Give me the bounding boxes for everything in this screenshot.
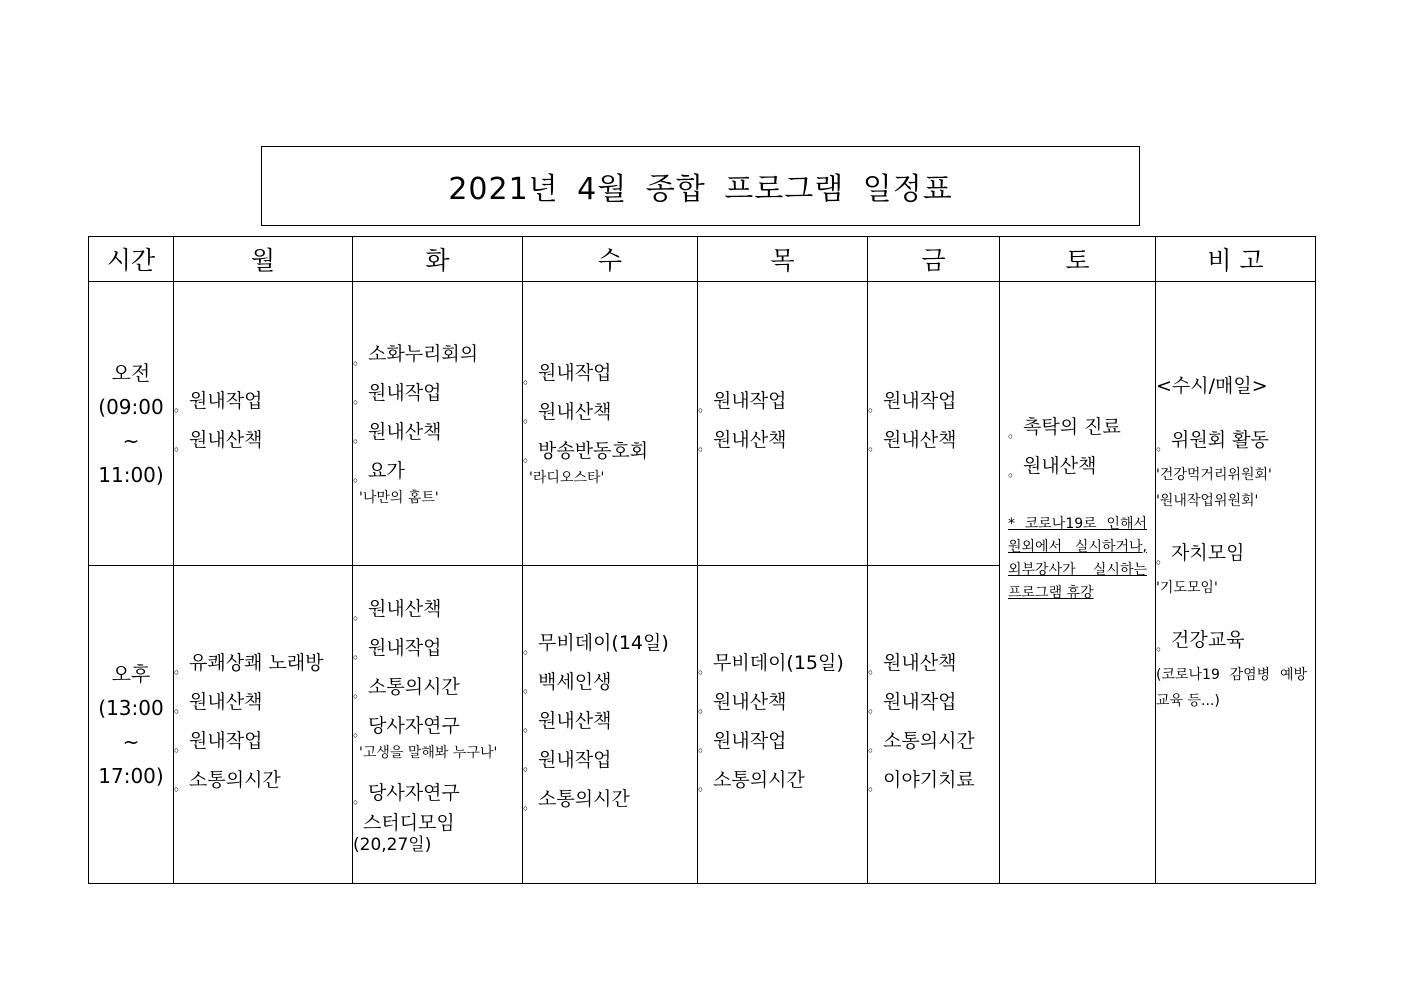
morning-tilde: ~ <box>122 428 140 453</box>
afternoon-fri-cell <box>868 566 1000 884</box>
schedule-table <box>88 236 1316 884</box>
list-item: 。 소화누리회의 <box>353 338 522 377</box>
morning-thu-cell <box>698 282 868 566</box>
page-title: 2021년 4월 종합 프로그램 일정표 <box>448 172 953 207</box>
morning-start: (09:00 <box>98 394 164 419</box>
afternoon-start: (13:00 <box>98 695 164 720</box>
header-time: 시간 <box>89 237 174 282</box>
afternoon-time-cell <box>89 566 174 884</box>
list-item: 。 원내작업 <box>868 686 999 725</box>
afternoon-wed-cell <box>523 566 698 884</box>
list-item: 。 원내작업 <box>174 725 352 764</box>
list-item: 。 원내작업 <box>523 357 697 396</box>
header-wed: 수 <box>523 237 698 282</box>
list-item-sub: '라디오스타' <box>529 470 605 486</box>
list-item: 。 소통의시간 <box>868 725 999 764</box>
list-item: 。 방송반동호회 <box>523 435 697 474</box>
list-item: 。 건강교육 <box>1156 625 1315 662</box>
list-item: 。 소통의시간 <box>698 764 867 803</box>
list-item: 。 원내산책 <box>174 424 352 463</box>
list-item: 。 원내산책 <box>868 647 999 686</box>
list-item: 。 원내산책 <box>523 396 697 435</box>
morning-mon-cell <box>174 282 353 566</box>
list-item-sub: '건강먹거리위원회' <box>1156 467 1272 483</box>
morning-wed-cell <box>523 282 698 566</box>
header-tue: 화 <box>353 237 523 282</box>
afternoon-tilde: ~ <box>122 729 140 754</box>
list-item: 。 원내산책 <box>1008 450 1155 489</box>
morning-label: 오전 <box>111 360 151 385</box>
list-item: 。 촉탁의 진료 <box>1008 411 1155 450</box>
list-item: 。 백세인생 <box>523 666 697 705</box>
list-item-sub: (코로나19 감염병 예방교육 등...) <box>1156 667 1307 709</box>
list-item: 。 원내작업 <box>868 385 999 424</box>
list-item: 。 이야기치료 <box>868 764 999 803</box>
list-item: 。 요가 <box>353 455 522 494</box>
list-item: 。 무비데이(14일) <box>523 627 697 666</box>
list-item: 。 원내산책 <box>523 705 697 744</box>
header-fri: 금 <box>868 237 1000 282</box>
morning-row <box>89 282 1316 566</box>
header-remarks: 비 고 <box>1156 237 1316 282</box>
header-thu: 목 <box>698 237 868 282</box>
list-item-sub: '나만의 홈트' <box>359 489 439 506</box>
saturday-note: * 코로나19로 인해서 원외에서 실시하거나, 외부강사가 실시하는 프로그램 휴강 <box>1008 515 1147 601</box>
afternoon-thu-cell <box>698 566 868 884</box>
list-item-cont: (20,27일) <box>353 835 432 855</box>
morning-tue-cell <box>353 282 523 566</box>
list-item: 。 원내산책 <box>353 593 522 632</box>
list-item: 。 소통의시간 <box>174 764 352 803</box>
header-row <box>89 237 1316 282</box>
morning-fri-cell <box>868 282 1000 566</box>
list-item: 。 원내산책 <box>698 424 867 463</box>
list-item: 。 원내산책 <box>174 686 352 725</box>
remarks-cell <box>1156 282 1316 884</box>
title-box <box>261 146 1140 226</box>
list-item: 。 자치모임 <box>1156 538 1315 575</box>
morning-time-cell <box>89 282 174 566</box>
list-item: 。 당사자연구 <box>353 781 522 812</box>
list-item-sub: '고생을 말해봐 누구나' <box>359 745 498 761</box>
list-item: 。 원내산책 <box>353 416 522 455</box>
list-item: 。 원내작업 <box>698 725 867 764</box>
list-item: 。 원내산책 <box>868 424 999 463</box>
list-item: 。 원내작업 <box>353 632 522 671</box>
list-item: 。 위원회 활동 <box>1156 425 1315 462</box>
list-item-sub: '기도모임' <box>1156 580 1218 596</box>
saturday-cell <box>1000 282 1156 884</box>
remarks-heading: <수시/매일> <box>1156 375 1268 397</box>
list-item: 。 유쾌상쾌 노래방 <box>174 647 352 686</box>
list-item-cont: 스터디모임 <box>363 812 455 834</box>
header-mon: 월 <box>174 237 353 282</box>
afternoon-tue-cell <box>353 566 523 884</box>
list-item: 。 원내작업 <box>523 744 697 783</box>
afternoon-mon-cell <box>174 566 353 884</box>
list-item: 。 소통의시간 <box>353 671 522 710</box>
list-item: 。 소통의시간 <box>523 783 697 822</box>
list-item: 。 무비데이(15일) <box>698 647 867 686</box>
afternoon-label: 오후 <box>111 661 151 686</box>
list-item: 。 당사자연구 <box>353 710 522 749</box>
morning-end: 11:00) <box>98 462 164 487</box>
list-item: 。 원내작업 <box>353 377 522 416</box>
afternoon-end: 17:00) <box>98 763 164 788</box>
list-item: 。 원내산책 <box>698 686 867 725</box>
list-item: 。 원내작업 <box>698 385 867 424</box>
list-item-sub: '원내작업위원회' <box>1156 493 1259 509</box>
header-sat: 토 <box>1000 237 1156 282</box>
list-item: 。 원내작업 <box>174 385 352 424</box>
